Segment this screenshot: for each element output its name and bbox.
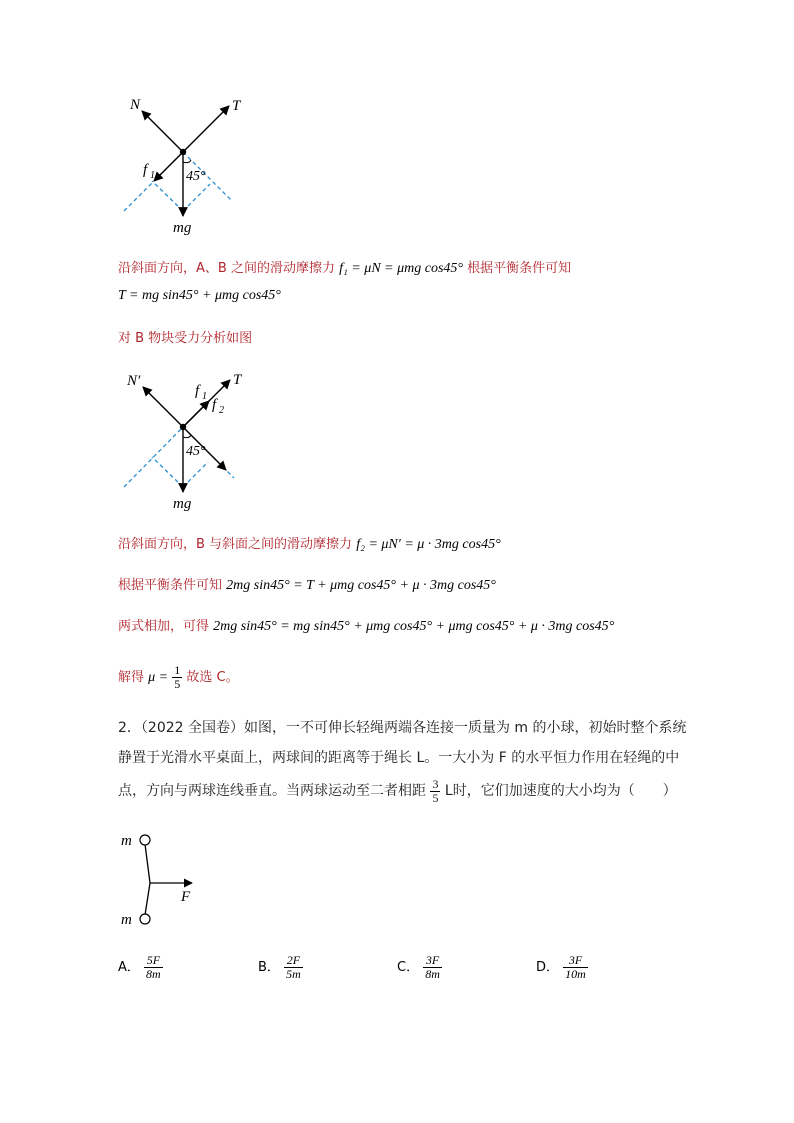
- sum-formula: 2mg sin45° = mg sin45° + μmg cos45° + μmg cos45° + μ · 3mg cos45°: [213, 619, 615, 634]
- option-b[interactable]: [258, 951, 303, 985]
- slope-dashed-v-left: [152, 181, 183, 211]
- equation-line-friction-ab: [118, 260, 571, 278]
- option-c-num: 3F: [423, 954, 442, 968]
- arrow2-n: [143, 387, 183, 427]
- friction-b-formula: f₂ = μN′ = μ · 3mg cos45°: [356, 537, 501, 552]
- question2-fraction: [430, 778, 440, 805]
- question2-frac-num: 3: [432, 776, 439, 791]
- label-t: T: [232, 98, 241, 114]
- answer-suffix: 故选 C。: [186, 670, 239, 685]
- option-a[interactable]: [118, 951, 163, 985]
- rope-lower: [145, 883, 150, 915]
- analysis-b-heading: 对 B 物块受力分析如图: [118, 331, 253, 346]
- friction-b-prefix: 沿斜面方向，B 与斜面之间的滑动摩擦力: [118, 537, 353, 552]
- force-diagram-a: [0, 0, 794, 260]
- slope2-dashed-v-right: [183, 462, 208, 487]
- friction-ab-formula: f₁ = μN = μmg cos45°: [339, 261, 464, 276]
- arrow2-f1: [183, 401, 209, 427]
- question2-line3: [118, 774, 677, 808]
- slope-dashed-v-right: [183, 184, 210, 211]
- arrow-f1: [154, 152, 183, 181]
- option-d-num: 3F: [563, 954, 588, 968]
- option-d-letter: D．: [536, 960, 560, 975]
- angle2-arc: [183, 435, 191, 438]
- option-c[interactable]: [397, 951, 442, 985]
- option-d-fraction: [563, 954, 588, 981]
- option-d-den: 10m: [565, 967, 586, 981]
- contact-point: [180, 149, 186, 155]
- label-m-bottom: m: [121, 912, 132, 928]
- label2-angle: 45°: [186, 444, 206, 459]
- option-a-den: 8m: [146, 967, 161, 981]
- option-a-letter: A．: [118, 960, 140, 975]
- label2-f2-sub: 2: [219, 405, 224, 416]
- label-angle: 45°: [186, 169, 206, 184]
- slope2-dashed-left: [124, 427, 183, 487]
- arrow-n: [142, 111, 183, 152]
- force-diagram-b: [0, 360, 794, 520]
- equation-line-balance-b: [118, 577, 496, 595]
- ball-bottom: [140, 914, 150, 924]
- equation-line-friction-b: [118, 536, 501, 554]
- option-a-num: 5F: [144, 954, 163, 968]
- friction-ab-suffix: 根据平衡条件可知: [467, 261, 572, 276]
- question2-line3-prefix: 点，方向与两球连线垂直。当两球运动至二者相距: [118, 783, 426, 799]
- label2-mg: mg: [173, 496, 192, 512]
- option-b-letter: B．: [258, 960, 280, 975]
- question2-frac-den: 5: [432, 790, 439, 805]
- label-f1: f: [143, 162, 148, 178]
- option-c-letter: C．: [397, 960, 420, 975]
- answer-line: [118, 661, 239, 695]
- option-c-fraction: [423, 954, 442, 981]
- answer-fraction: [172, 664, 182, 691]
- angle-arc: [183, 160, 191, 163]
- equation-tension: T = mg sin45° + μmg cos45°: [118, 288, 281, 303]
- label-n: N: [130, 97, 141, 113]
- label2-n: N′: [127, 373, 141, 389]
- label-f: F: [181, 889, 191, 905]
- rope-balls-diagram: [0, 825, 794, 935]
- option-c-den: 8m: [425, 967, 440, 981]
- sum-prefix: 两式相加，可得: [118, 619, 210, 634]
- label2-f1-sub: 1: [202, 391, 207, 402]
- option-d[interactable]: [536, 951, 588, 985]
- option-b-fraction: [284, 954, 303, 981]
- arrow-t: [183, 106, 229, 152]
- ball-top: [140, 835, 150, 845]
- rope-upper: [145, 844, 150, 883]
- label2-f2: f: [212, 397, 217, 413]
- balance-b-prefix: 根据平衡条件可知: [118, 578, 223, 593]
- answer-frac-num: 1: [174, 663, 181, 677]
- answer-prefix: 解得: [118, 670, 145, 685]
- option-b-den: 5m: [286, 967, 301, 981]
- label2-t: T: [233, 372, 242, 388]
- label-m-top: m: [121, 833, 132, 849]
- question2-line3-suffix: L时，它们加速度的大小均为（ ）: [444, 783, 677, 799]
- question2-line1: 2．（2022 全国卷）如图，一不可伸长轻绳两端各连接一质量为 m 的小球，初始时整个系统: [118, 720, 687, 736]
- label-mg: mg: [173, 220, 192, 236]
- option-a-fraction: [144, 954, 163, 981]
- label-f1-sub: 1: [150, 170, 155, 181]
- friction-ab-prefix: 沿斜面方向，A、B 之间的滑动摩擦力: [118, 261, 335, 276]
- answer-frac-den: 5: [174, 677, 181, 691]
- answer-mu: μ =: [148, 670, 169, 685]
- option-b-num: 2F: [284, 954, 303, 968]
- balance-b-formula: 2mg sin45° = T + μmg cos45° + μ · 3mg cos45°: [226, 578, 496, 593]
- slope2-dashed-v-left: [152, 457, 183, 487]
- label2-f1: f: [195, 383, 200, 399]
- equation-line-sum: [118, 618, 614, 636]
- question2-line2: 静置于光滑水平桌面上，两球间的距离等于绳长 L。一大小为 F 的水平恒力作用在轻绳的中: [118, 750, 680, 766]
- contact-point-b: [180, 424, 186, 430]
